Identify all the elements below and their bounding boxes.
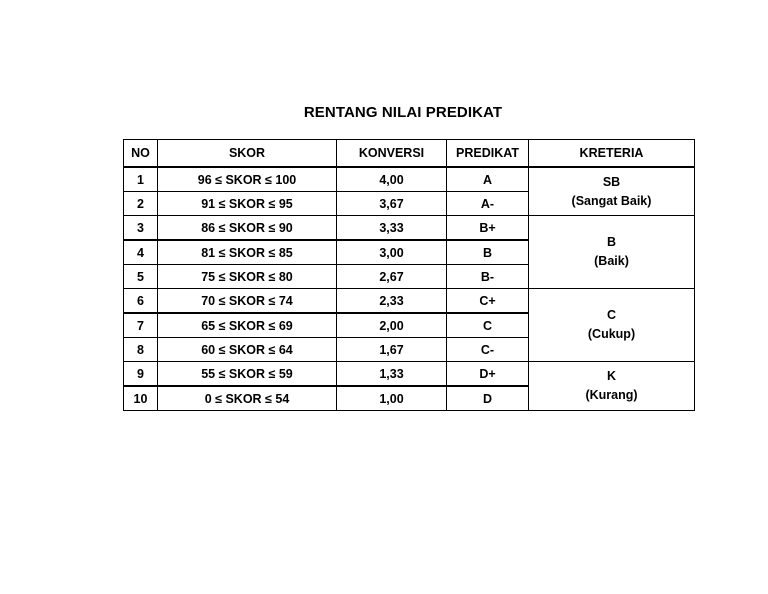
cell-konversi: 3,33 [337,216,447,241]
header-kriteria: KRETERIA [529,140,695,168]
table-row [124,362,695,387]
cell-predikat: C+ [447,289,529,314]
cell-skor: 86 ≤ SKOR ≤ 90 [158,216,337,241]
cell-predikat: B- [447,265,529,289]
cell-konversi: 2,00 [337,313,447,338]
kriteria-code: C [606,308,617,322]
kriteria-label: (Sangat Baik) [571,193,652,208]
cell-konversi: 3,67 [337,192,447,216]
cell-kriteria-b [529,216,695,289]
cell-no: 10 [124,386,158,411]
cell-predikat: C- [447,338,529,362]
cell-konversi: 1,67 [337,338,447,362]
table-row [124,289,695,314]
cell-no: 7 [124,313,158,338]
kriteria-label: (Kurang) [585,388,638,402]
header-predikat: PREDIKAT [447,140,529,168]
cell-skor: 55 ≤ SKOR ≤ 59 [158,362,337,387]
cell-predikat: B [447,240,529,265]
table-header-row [124,140,695,168]
cell-konversi: 3,00 [337,240,447,265]
cell-konversi: 1,33 [337,362,447,387]
cell-no: 3 [124,216,158,241]
header-no: NO [124,140,158,168]
cell-konversi: 2,33 [337,289,447,314]
cell-konversi: 4,00 [337,167,447,192]
cell-kriteria-k [529,362,695,411]
cell-no: 4 [124,240,158,265]
cell-predikat: D [447,386,529,411]
cell-skor: 60 ≤ SKOR ≤ 64 [158,338,337,362]
cell-skor: 0 ≤ SKOR ≤ 54 [158,386,337,411]
cell-predikat: C [447,313,529,338]
cell-predikat: B+ [447,216,529,241]
cell-skor: 91 ≤ SKOR ≤ 95 [158,192,337,216]
cell-no: 8 [124,338,158,362]
cell-predikat: A [447,167,529,192]
kriteria-code: SB [602,174,621,189]
cell-skor: 75 ≤ SKOR ≤ 80 [158,265,337,289]
kriteria-code: K [606,369,617,383]
header-skor: SKOR [158,140,337,168]
cell-skor: 70 ≤ SKOR ≤ 74 [158,289,337,314]
cell-predikat: D+ [447,362,529,387]
cell-konversi: 1,00 [337,386,447,411]
cell-no: 9 [124,362,158,387]
cell-no: 5 [124,265,158,289]
kriteria-code: B [606,235,617,249]
grade-range-table [123,139,695,411]
header-konversi: KONVERSI [337,140,447,168]
cell-no: 1 [124,167,158,192]
table-row [124,216,695,241]
table-row [124,167,695,192]
page-title: RENTANG NILAI PREDIKAT [303,104,503,121]
cell-skor: 81 ≤ SKOR ≤ 85 [158,240,337,265]
cell-no: 2 [124,192,158,216]
cell-konversi: 2,67 [337,265,447,289]
kriteria-label: (Cukup) [587,327,636,341]
cell-kriteria-c [529,289,695,362]
kriteria-label: (Baik) [594,254,629,268]
cell-kriteria-sb [529,167,695,216]
cell-no: 6 [124,289,158,314]
cell-skor: 65 ≤ SKOR ≤ 69 [158,313,337,338]
cell-skor: 96 ≤ SKOR ≤ 100 [158,167,337,192]
cell-predikat: A- [447,192,529,216]
